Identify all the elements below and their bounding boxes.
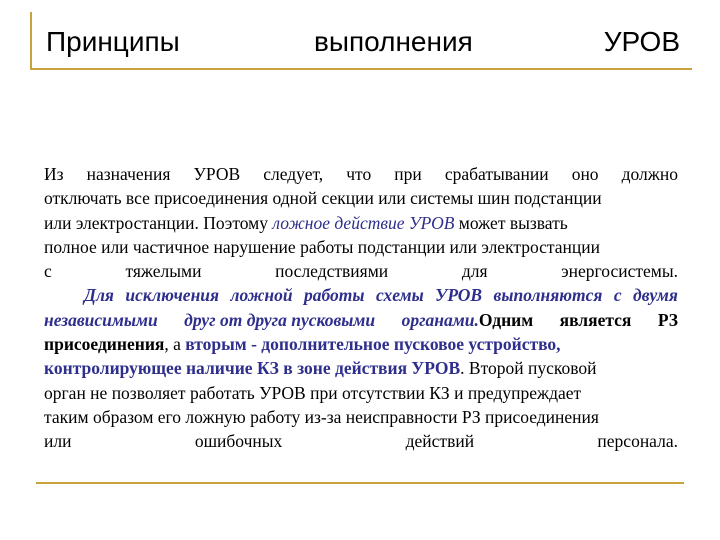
text-span: может вызвать — [454, 212, 568, 233]
text-span: органами.Одним — [401, 309, 534, 330]
text-line: таким образом его ложную работу из-за неисправности РЗ присоединения — [44, 406, 599, 427]
word: независимыми — [44, 309, 158, 330]
word: работы — [304, 285, 365, 306]
word: с — [44, 261, 52, 282]
word: при — [394, 164, 422, 184]
title-word-3: УРОВ — [603, 26, 680, 57]
text-line: орган не позволяет работать УРОВ при отсутствии КЗ и предупреждает — [44, 382, 582, 403]
word: выполняются — [493, 285, 603, 306]
word: должно — [621, 164, 678, 184]
word: Из — [44, 164, 64, 184]
paragraph-1-line-5 — [44, 259, 678, 283]
highlight-second-device: вторым - дополнительное пусковое устройство, — [185, 334, 561, 355]
paragraph-2-line-7 — [44, 429, 678, 453]
bottom-divider — [36, 482, 684, 484]
word: или — [44, 431, 72, 452]
word: ложной — [230, 285, 293, 306]
paragraph-1-line-4 — [44, 235, 678, 259]
paragraph-1-line-3 — [44, 211, 678, 235]
word: последствиями — [275, 261, 389, 282]
word: срабатывании — [444, 164, 549, 184]
text-span: присоединения — [44, 334, 165, 355]
word: следует, — [263, 164, 324, 184]
text-span: . Второй пусковой — [460, 358, 597, 379]
text-span: или электростанции. Поэтому — [44, 212, 273, 233]
word: Для — [84, 285, 114, 306]
text-span: , а — [164, 334, 186, 355]
highlight-control: контролирующее наличие КЗ в зоне действия УРОВ — [44, 358, 461, 379]
paragraph-2-line-2 — [44, 308, 678, 332]
text-line: полное или частичное нарушение работы подстанции или электростанции — [44, 236, 600, 257]
word: двумя — [633, 285, 678, 306]
paragraph-2-line-3 — [44, 332, 678, 356]
paragraph-2-line-6 — [44, 405, 678, 429]
paragraph-2-line-4 — [44, 356, 678, 380]
text-span: друг от друга пусковыми — [184, 309, 376, 330]
word: тяжелыми — [125, 261, 202, 282]
paragraph-2-line-5 — [44, 381, 678, 405]
word: энергосистемы. — [561, 261, 678, 282]
word: с — [613, 285, 622, 306]
word: УРОВ — [193, 164, 241, 184]
paragraph-1-line-2 — [44, 186, 678, 210]
word: для — [461, 261, 488, 282]
word: оно — [571, 164, 599, 184]
page-title — [46, 26, 686, 66]
word: персонала. — [597, 431, 678, 452]
word: что — [346, 164, 372, 184]
paragraph-2-line-1 — [44, 283, 678, 307]
body-text — [44, 162, 678, 454]
title-word-1: Принципы — [46, 26, 180, 57]
paragraph-1-line-1 — [44, 162, 678, 186]
word: действий — [405, 431, 475, 452]
word: схемы — [375, 285, 424, 306]
word: является — [559, 309, 632, 330]
word: ошибочных — [194, 431, 283, 452]
text-line: отключать все присоединения одной секции или системы шин подстанции — [44, 188, 602, 209]
title-word-2: выполнения — [314, 26, 473, 57]
word: УРОВ — [435, 285, 483, 306]
word: исключения — [125, 285, 220, 306]
word: РЗ — [657, 309, 678, 330]
word: назначения — [86, 164, 171, 184]
highlight-false-action: ложное действие УРОВ — [272, 212, 455, 233]
